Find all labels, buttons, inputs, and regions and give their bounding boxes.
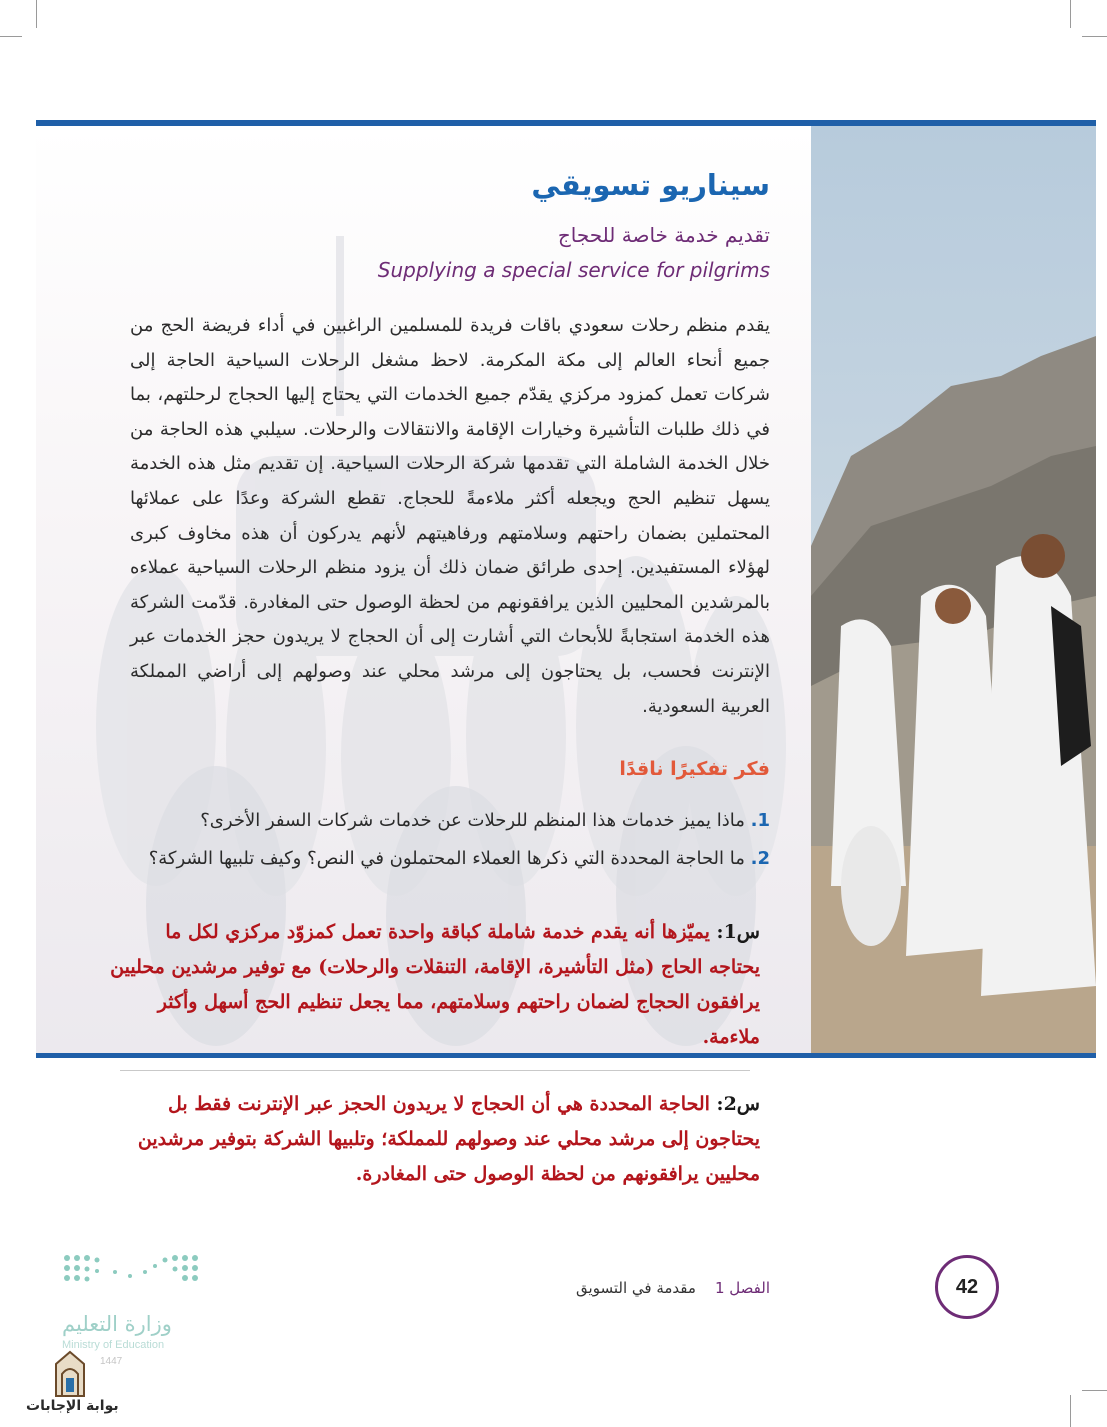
chapter-label: الفصل 1: [714, 1279, 770, 1297]
answer-2-text: الحاجة المحددة هي أن الحجاج لا يريدون الحجز عبر الإنترنت فقط بل يحتاجون إلى مرشد محلي عند وصولهم للمملكة؛ وتلبيها الشركة بتوفير مرشدين محليين يرافقونهم من لحظة الوصول حتى المغادرة.: [137, 1093, 760, 1185]
question-2-number: 2.: [750, 848, 770, 869]
question-2: [130, 842, 770, 876]
watermark-logo-icon: [44, 1350, 96, 1402]
crop-mark: [1082, 36, 1107, 37]
answer-2: [110, 1087, 760, 1192]
scenario-paragraph: يقدم منظم رحلات سعودي باقات فريدة للمسلمين الراغبين في أداء فريضة الحج من جميع أنحاء العالم إلى مكة المكرمة. لاحظ مشغل الرحلات السياحية الحاجة إلى شركات تعمل كمزود مركزي يقدّم جميع الخدمات التي يحتاج إليها الحجاج لرحلتهم، بما في ذلك طلبات التأشيرة وخيارات الإقامة والانتقالات والرحلات. سيلبي هذه الحاجة من خلال الخدمة الشاملة التي تقدمها شركة الرحلات السياحية. إن تقديم مثل هذه الخدمة يسهل تنظيم الحج ويجعله أكثر ملاءمةً للحجاج. تقطع الشركة وعدًا على عملائها المحتملين بضمان راحتهم وسلامتهم ورفاهيتهم لأنهم يدركون أن هذه مخاوف كبرى لهؤلاء المستفيدين. إحدى طرائق ضمان ذلك أن يزود منظم الرحلات السياحية عملاءه بالمرشدين المحليين الذين يرافقونهم من لحظة الوصول حتى المغادرة. قدّمت الشركة هذه الخدمة استجابةً للأبحاث التي أشارت إلى أن الحجاج لا يريدون حجز الخدمات عبر الإنترنت فحسب، بل يحتاجون إلى مرشد محلي عند وصولهم إلى أراضي المملكة العربية السعودية.: [130, 315, 770, 717]
answer-1-label: س1:: [716, 921, 760, 943]
question-1: [130, 804, 770, 838]
question-1-number: 1.: [750, 810, 770, 831]
page-title: سيناريو تسويقي: [531, 168, 770, 202]
ministry-name-arabic: وزارة التعليم: [62, 1312, 172, 1336]
ministry-name-english: Ministry of Education: [62, 1339, 165, 1351]
crop-mark: [36, 0, 37, 28]
answer-1: [110, 915, 760, 1055]
ministry-year: 1447: [100, 1356, 123, 1367]
chapter-title: مقدمة في التسويق: [576, 1279, 696, 1297]
question-1-text: ماذا يميز خدمات هذا المنظم للرحلات عن خدمات شركات السفر الأخرى؟: [200, 810, 745, 831]
page-number: 42: [935, 1255, 999, 1319]
ministry-dots-icon: [55, 1250, 215, 1310]
answer-1-text: يميّزها أنه يقدم خدمة شاملة كباقة واحدة تعمل كمزوّد مركزي لكل ما يحتاجه الحاج (مثل التأشيرة، الإقامة، التنقلات والرحلات) مع توفير مرشدين محليين يرافقون الحجاج لضمان راحتهم وسلامتهم، مما يجعل تنظيم الحج أسهل وأكثر ملاءمة.: [110, 921, 760, 1048]
chapter-footer: [540, 1279, 770, 1297]
subtitle-arabic: تقديم خدمة خاصة للحجاج: [557, 223, 770, 247]
answer-2-label: س2:: [716, 1093, 760, 1115]
critical-thinking-heading: فكر تفكيرًا ناقدًا: [619, 758, 770, 780]
bottom-rule: [36, 1053, 1096, 1058]
crop-mark: [0, 36, 22, 37]
divider: [120, 1070, 750, 1071]
subtitle-english: Supplying a special service for pilgrims: [377, 258, 770, 282]
crop-mark: [1082, 1390, 1107, 1391]
crop-mark: [1070, 0, 1071, 28]
pilgrims-photo: [811, 126, 1096, 1053]
watermark-text: بوابة الإجابات: [26, 1398, 119, 1414]
crop-mark: [1070, 1395, 1071, 1427]
question-2-text: ما الحاجة المحددة التي ذكرها العملاء المحتملون في النص؟ وكيف تلبيها الشركة؟: [148, 848, 745, 869]
